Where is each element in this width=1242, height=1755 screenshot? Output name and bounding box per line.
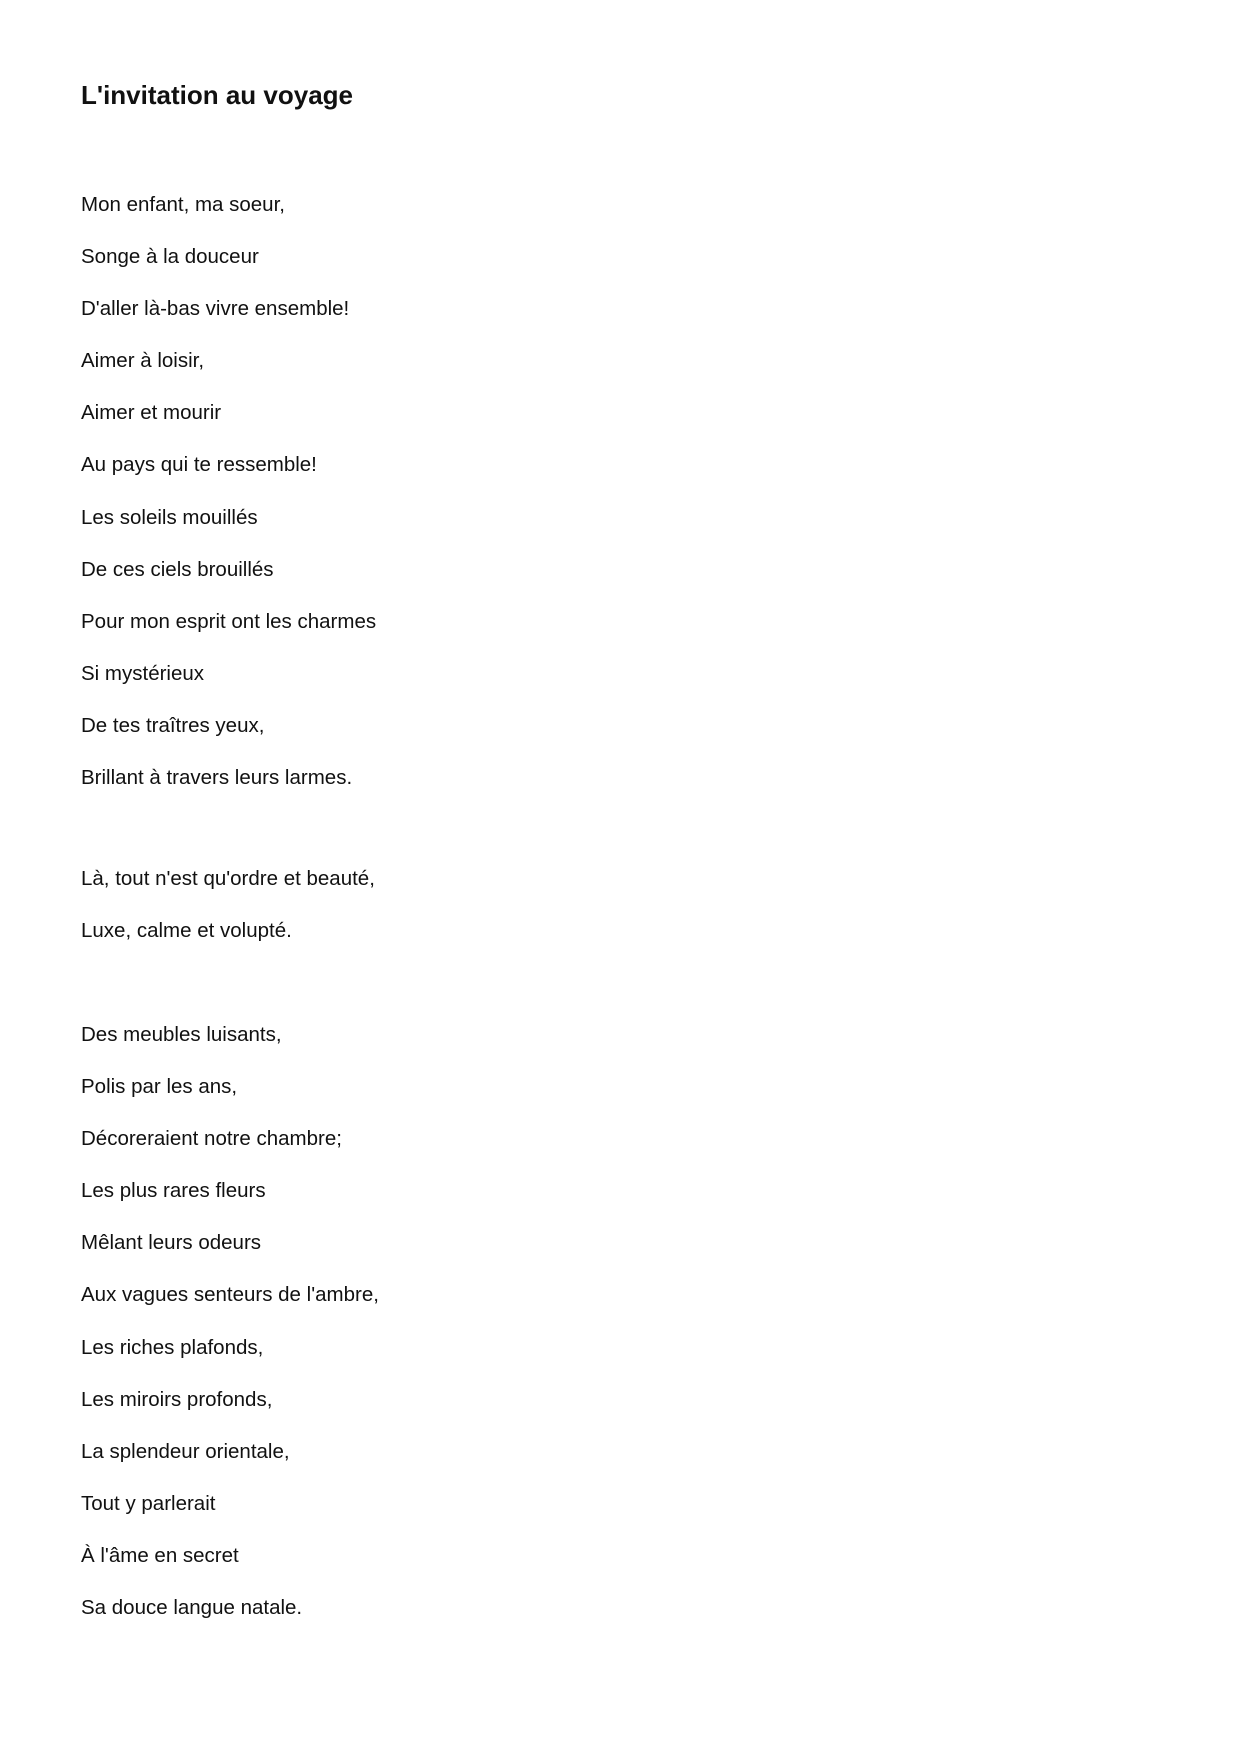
poem-line: Luxe, calme et volupté. <box>81 919 292 943</box>
poem-line: Sa douce langue natale. <box>81 1596 303 1620</box>
poem-line: À l'âme en secret <box>81 1543 239 1567</box>
poem-line: D'aller là-bas vivre ensemble! <box>81 297 350 321</box>
poem-line: Aimer et mourir <box>81 401 222 425</box>
poem-line: Si mystérieux <box>81 661 205 685</box>
poem-line: Des meubles luisants, <box>81 1023 282 1046</box>
poem-line: Mêlant leurs odeurs <box>81 1231 262 1255</box>
poem-line: Les plus rares fleurs <box>81 1179 266 1203</box>
poem-line: Songe à la douceur <box>81 245 259 269</box>
stanza-1 <box>81 190 376 815</box>
poem-line: Les miroirs profonds, <box>81 1387 273 1411</box>
poem-line: De tes traîtres yeux, <box>81 713 265 737</box>
poem-line: Mon enfant, ma soeur, <box>81 193 285 216</box>
stanza-2 <box>81 864 375 968</box>
poem-title: L'invitation au voyage <box>81 80 354 110</box>
poem-line: Décoreraient notre chambre; <box>81 1127 342 1151</box>
poem-line: Là, tout n'est qu'ordre et beauté, <box>81 867 375 890</box>
poem-line: Brillant à travers leurs larmes. <box>81 766 353 790</box>
poem-line: Les riches plafonds, <box>81 1335 264 1359</box>
poem-line: Aux vagues senteurs de l'ambre, <box>81 1283 379 1307</box>
poem-line: Les soleils mouillés <box>81 505 258 529</box>
poem-line: La splendeur orientale, <box>81 1439 290 1463</box>
stanza-3 <box>81 1020 379 1645</box>
poem-line: De ces ciels brouillés <box>81 557 274 581</box>
poem-line: Pour mon esprit ont les charmes <box>81 609 377 633</box>
poem-line: Polis par les ans, <box>81 1075 238 1099</box>
poem-line: Au pays qui te ressemble! <box>81 453 317 477</box>
poem-line: Tout y parlerait <box>81 1491 216 1515</box>
poem-line: Aimer à loisir, <box>81 349 205 373</box>
